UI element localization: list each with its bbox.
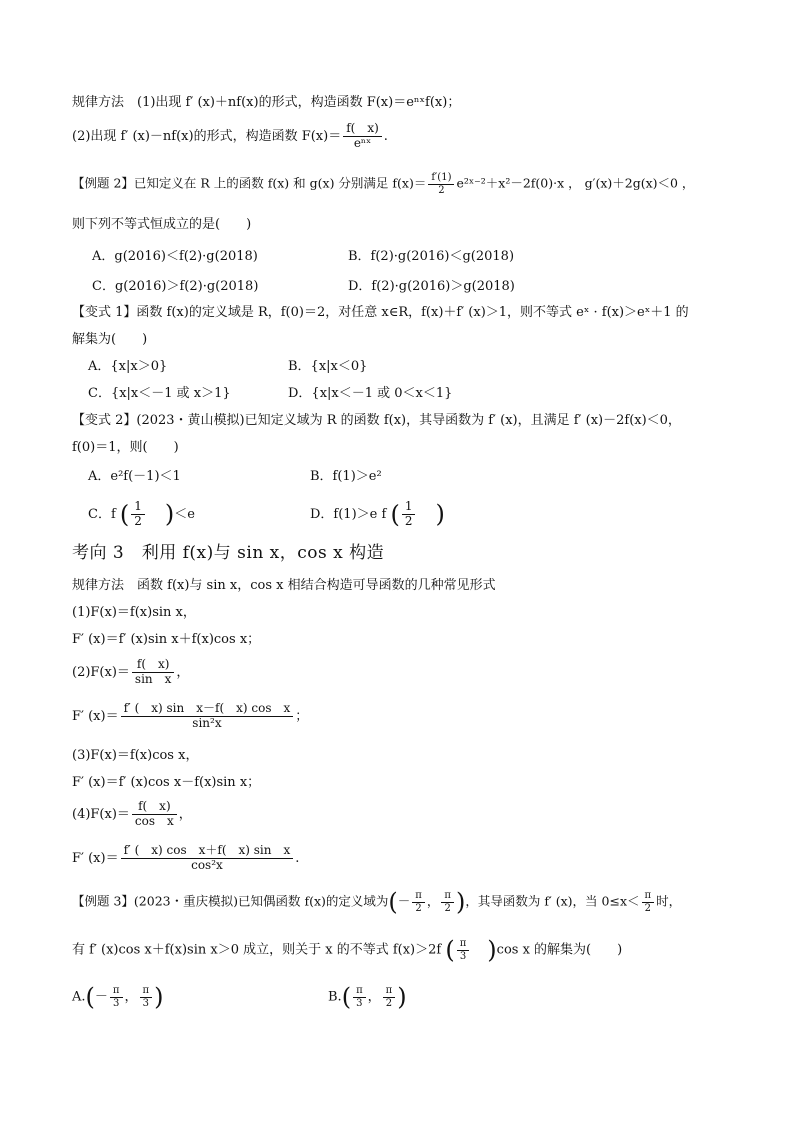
left-paren-icon: ( — [390, 500, 400, 529]
example3-frac3 — [642, 890, 655, 914]
example3-frac1-num: π — [415, 890, 422, 901]
law1-line2-end: . — [383, 128, 388, 144]
formula2-fraction — [132, 658, 175, 687]
formula2d-post: ； — [295, 708, 309, 724]
example3-neg: － — [397, 893, 411, 909]
left-paren-icon: ( — [119, 500, 130, 529]
variant2-optc-fraction — [131, 500, 145, 529]
example3-frac3-den: 2 — [642, 902, 655, 915]
variant1-option-d[interactable]: D．{x|x＜－1 或 0＜x＜1} — [288, 386, 453, 401]
formula2-den: sin x — [132, 672, 175, 687]
example3-line1 — [72, 890, 681, 914]
formula2d-den: sin²x — [121, 716, 294, 731]
left-paren-icon: ( — [445, 936, 455, 964]
variant2-optd-fraction — [402, 500, 416, 529]
example3-optb-label: B. — [328, 989, 342, 1005]
section3-intro: 规律方法 函数 f(x)与 sin x，cos x 相结合构造可导函数的几种常见形式 — [72, 578, 496, 593]
formula4d-fraction — [121, 844, 294, 873]
example3-optb-frac2 — [383, 985, 396, 1009]
formula4-num: f( x) — [138, 799, 171, 813]
right-paren-icon: ) — [455, 888, 466, 916]
variant2-option-a[interactable]: A．e²f(－1)＜1 — [88, 469, 181, 484]
law1-frac-den: eⁿˣ — [343, 136, 382, 151]
example3-sep: ， — [426, 893, 440, 909]
formula2-post: ， — [176, 664, 190, 680]
formula4-pre: (4)F(x)＝ — [72, 806, 130, 822]
formula4d-den: cos²x — [121, 858, 294, 873]
example3-post: 时， — [656, 893, 682, 909]
example3-opta-den1: 3 — [110, 997, 123, 1010]
example3-frac3-num: π — [644, 890, 652, 901]
variant1-option-b[interactable]: B．{x|x＜0} — [288, 359, 368, 374]
formula2-definition — [72, 658, 189, 687]
formula4-den: cos x — [132, 814, 177, 829]
variant1-line2: 解集为( ) — [72, 332, 148, 347]
example3-opta-neg: － — [94, 989, 108, 1005]
example2-option-a[interactable]: A．g(2016)＜f(2)·g(2018) — [92, 249, 258, 264]
formula4d-num: f′ ( x) cos x＋f( x) sin x — [123, 843, 291, 857]
example3-l2-den: 3 — [457, 950, 470, 963]
left-paren-icon: ( — [85, 983, 95, 1011]
example2-option-c[interactable]: C．g(2016)＞f(2)·g(2018) — [92, 279, 259, 294]
example2-frac-den: 2 — [428, 184, 454, 197]
section3-heading: 考向 3 利用 f(x)与 sin x，cos x 构造 — [72, 543, 385, 563]
example3-option-a[interactable] — [72, 985, 163, 1009]
variant2-option-d[interactable] — [310, 500, 445, 529]
variant2-optc-den: 2 — [131, 514, 145, 529]
formula4-definition — [72, 800, 192, 829]
example2-text-post: e²ˣ⁻²＋x²－2f(0)·x ， g′(x)＋2g(x)＜0 ， — [456, 175, 695, 191]
variant2-option-b[interactable]: B．f(1)＞e² — [310, 469, 382, 484]
example3-optb-num2: π — [385, 985, 393, 996]
law1-line2 — [72, 122, 388, 151]
example3-opta-frac2 — [140, 985, 153, 1009]
right-paren-icon: ) — [435, 500, 445, 529]
example2-fraction — [428, 172, 454, 196]
example3-opta-num2: π — [142, 985, 150, 996]
example2-option-d[interactable]: D．f(2)·g(2016)＞g(2018) — [348, 279, 515, 294]
example3-l2-frac — [457, 938, 470, 962]
example3-l2-num: π — [459, 938, 467, 949]
example3-frac1-den: 2 — [412, 902, 425, 915]
formula4d-post: . — [295, 850, 300, 866]
variant1-option-a[interactable]: A．{x|x＞0} — [88, 359, 168, 374]
example3-optb-den2: 2 — [383, 997, 396, 1010]
formula4-fraction — [132, 800, 177, 829]
example3-option-b[interactable] — [328, 985, 407, 1009]
law1-line1: 规律方法 (1)出现 f′ (x)＋nf(x)的形式，构造函数 F(x)＝eⁿˣf(x)； — [72, 95, 461, 110]
example3-optb-frac1 — [353, 985, 366, 1009]
variant2-optd-den: 2 — [402, 514, 416, 529]
formula2-num: f( x) — [136, 657, 170, 671]
formula2d-fraction — [121, 702, 294, 731]
example2-option-b[interactable]: B．f(2)·g(2016)＜g(2018) — [348, 249, 515, 264]
law1-line2-text: (2)出现 f′ (x)－nf(x)的形式，构造函数 F(x)＝ — [72, 128, 342, 144]
variant2-optc-post: ＜e — [174, 506, 195, 522]
example3-opta-frac1 — [110, 985, 123, 1009]
right-paren-icon: ) — [487, 936, 497, 964]
formula1-derivative: F′ (x)＝f′ (x)sin x＋f(x)cos x； — [72, 632, 261, 647]
formula4-post: ， — [178, 806, 192, 822]
example3-frac2 — [441, 890, 454, 914]
formula4d-pre: F′ (x)＝ — [72, 850, 119, 866]
example2-question: 则下列不等式恒成立的是( ) — [72, 217, 252, 232]
variant2-optc-pre: C．f — [88, 506, 116, 522]
example2-frac-num: f′(1) — [431, 172, 452, 183]
example3-mid: ，其导函数为 f′ (x)，当 0≤x＜ — [465, 893, 640, 909]
formula2-derivative — [72, 702, 308, 731]
left-paren-icon: ( — [388, 888, 398, 916]
example3-opta-label: A. — [72, 989, 86, 1005]
example3-line2 — [72, 938, 622, 962]
right-paren-icon: ) — [397, 983, 407, 1011]
example3-l2-pre: 有 f′ (x)cos x＋f(x)sin x＞0 成立，则关于 x 的不等式 f(x)＞2f — [72, 942, 442, 958]
variant2-optd-num: 1 — [404, 499, 413, 513]
example3-pre: 【例题 3】(2023・重庆模拟)已知偶函数 f(x)的定义域为 — [72, 893, 389, 909]
example3-optb-num1: π — [356, 985, 363, 996]
formula4-derivative — [72, 844, 299, 873]
example3-optb-den1: 3 — [353, 997, 366, 1010]
variant2-line1: 【变式 2】(2023・黄山模拟)已知定义域为 R 的函数 f(x)，其导函数为 f′ (x)，且满足 f′ (x)－2f(x)＜0， — [72, 413, 681, 428]
law1-fraction — [343, 122, 382, 151]
example3-opta-sep: ， — [124, 989, 138, 1005]
formula2d-num: f′ ( x) sin x－f( x) cos x — [123, 701, 291, 715]
example3-opta-num1: π — [112, 985, 120, 996]
formula3-definition: (3)F(x)＝f(x)cos x， — [72, 748, 199, 763]
law1-frac-num: f( x) — [346, 121, 379, 135]
variant2-optd-pre: D．f(1)＞e f — [310, 506, 387, 522]
variant1-line1: 【变式 1】函数 f(x)的定义域是 R，f(0)＝2，对任意 x∈R，f(x)＋f′ (x)＞1，则不等式 eˣ · f(x)＞eˣ＋1 的 — [72, 305, 689, 320]
example3-optb-sep: ， — [367, 989, 381, 1005]
right-paren-icon: ) — [154, 983, 164, 1011]
variant2-optc-num: 1 — [134, 499, 142, 513]
example3-opta-den2: 3 — [140, 997, 153, 1010]
example2-text-pre: 【例题 2】已知定义在 R 上的函数 f(x) 和 g(x) 分别满足 f(x)＝ — [72, 175, 427, 191]
right-paren-icon: ) — [164, 500, 175, 529]
formula3-derivative: F′ (x)＝f′ (x)cos x－f(x)sin x； — [72, 775, 261, 790]
variant2-option-c[interactable] — [88, 500, 195, 529]
example2-line1 — [72, 172, 694, 196]
example3-frac2-num: π — [444, 890, 451, 901]
example3-frac2-den: 2 — [441, 902, 454, 915]
variant1-option-c[interactable]: C．{x|x＜－1 或 x＞1} — [88, 386, 231, 401]
example3-l2-post: cos x 的解集为( ) — [496, 942, 623, 958]
variant2-line2: f(0)＝1，则( ) — [72, 440, 179, 455]
formula2d-pre: F′ (x)＝ — [72, 708, 119, 724]
formula2-pre: (2)F(x)＝ — [72, 664, 130, 680]
left-paren-icon: ( — [341, 983, 352, 1011]
formula1-definition: (1)F(x)＝f(x)sin x， — [72, 605, 196, 620]
example3-frac1 — [412, 890, 425, 914]
